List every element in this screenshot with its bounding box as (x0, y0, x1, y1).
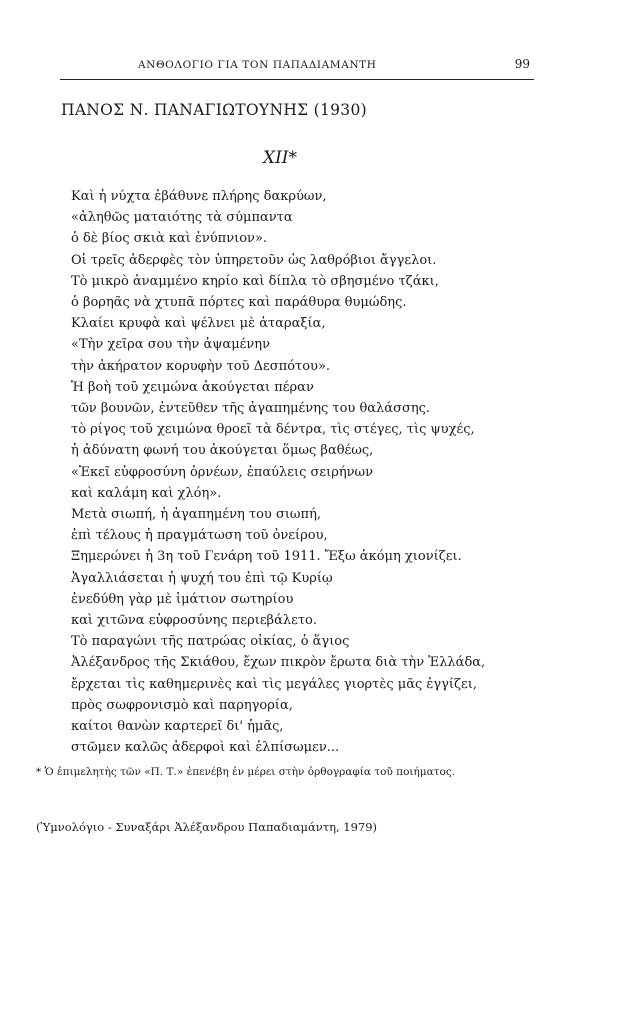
poem-line: Ἀγαλλιάσεται ἡ ψυχή του ἐπὶ τῷ Κυρίῳ (71, 570, 333, 586)
poem-line: Κλαίει κρυφὰ καὶ ψέλνει μὲ ἀταραξία, (71, 316, 326, 332)
page-number: 99 (514, 57, 530, 71)
poem-line: ἡ ἀδύνατη φωνή του ἀκούγεται ὅμως βαθέως, (71, 443, 374, 459)
poem-line: τὸ ρίγος τοῦ χειμώνα θροεῖ τὰ δέντρα, τὶς στέγες, τὶς ψυχές, (71, 422, 475, 438)
poem-line: Ἀλέξανδρος τῆς Σκιάθου, ἔχων πικρὸν ἔρωτα διὰ τὴν Ἑλλάδα, (71, 655, 486, 671)
poem-line: «Τὴν χεῖρα σου τὴν ἀψαμένην (71, 337, 270, 353)
poem-line: στῶμεν καλῶς ἀδερφοὶ καὶ ἐλπίσωμεν... (71, 740, 340, 756)
poem-line: τῶν βουνῶν, ἐντεῦθεν τῆς ἀγαπημένης του θαλάσσης. (71, 401, 431, 417)
footnote: * Ὁ ἐπιμελητὴς τῶν «Π. Τ.» ἐπενέβη ἐν μέρει στὴν ὀρθογραφία τοῦ ποιήματος. (36, 766, 456, 778)
poem-line: ἐνεδύθη γὰρ μὲ ἱμάτιον σωτηρίου (71, 591, 294, 607)
poem-line: Τὸ μικρὸ ἀναμμένο κηρίο καὶ δίπλα τὸ σβησμένο τζάκι, (71, 273, 439, 289)
poem-line: πρὸς σωφρονισμὸ καὶ παρηγορία, (71, 697, 293, 713)
poem-line: καὶ καλάμη καὶ χλόη». (71, 485, 222, 501)
poem-line: Ἡ βοὴ τοῦ χειμώνα ἀκούγεται πέραν (71, 379, 314, 395)
source-citation: (Ὑμνολόγιο - Συναξάρι Ἀλέξανδρου Παπαδιαμάντη, 1979) (36, 820, 378, 834)
poem-line: Ξημερώνει ἡ 3η τοῦ Γενάρη τοῦ 1911. Ἔξω ἀκόμη χιονίζει. (71, 549, 462, 565)
poem-line: ὁ δὲ βίος σκιὰ καὶ ἐνύπνιον». (71, 231, 268, 247)
poem-line: Μετὰ σιωπή, ἡ ἀγαπημένη του σιωπή, (71, 507, 321, 523)
poem-line: Οἱ τρεῖς ἀδερφὲς τὸν ὑπηρετοῦν ὡς λαθρόβιοι ἄγγελοι. (71, 252, 437, 268)
poem-line: «Ἐκεῖ εὐφροσύνη ὀρνέων, ἐπαύλεις σειρήνων (71, 464, 374, 480)
author-heading: ΠΑΝΟΣ Ν. ΠΑΝΑΓΙΩΤΟΥΝΗΣ (1930) (61, 101, 367, 119)
running-title: ΑΝΘΟΛΟΓΙΟ ΓΙΑ ΤΟΝ ΠΑΠΑΔΙΑΜΑΝΤΗ (138, 59, 377, 71)
poem-body (71, 186, 485, 758)
poem-line: ἔρχεται τὶς καθημερινὲς καὶ τὶς μεγάλες γιορτὲς μᾶς ἐγγίζει, (71, 676, 478, 692)
poem-title: XII* (262, 148, 298, 168)
poem-line: Τὸ παραγώνι τῆς πατρώας οἰκίας, ὁ ἅγιος (71, 634, 350, 650)
running-header (60, 59, 534, 80)
poem-line: τὴν ἀκήρατον κορυφὴν τοῦ Δεσπότου». (71, 358, 331, 374)
poem-line: ἐπὶ τέλους ἡ πραγμάτωση τοῦ ὀνείρου, (71, 528, 328, 544)
poem-line: Καὶ ἡ νύχτα ἐβάθυνε πλήρης δακρύων, (71, 189, 327, 204)
poem-line: ὁ βορηᾶς νὰ χτυπᾶ πόρτες καὶ παράθυρα θυμώδης. (71, 295, 407, 311)
poem-line: καὶ χιτῶνα εὐφροσύνης περιεβάλετο. (71, 613, 317, 629)
poem-line: καίτοι θανὼν καρτερεῖ δι' ἡμᾶς, (71, 719, 284, 735)
poem-line: «ἀληθῶς ματαιότης τὰ σύμπαντα (71, 210, 293, 226)
